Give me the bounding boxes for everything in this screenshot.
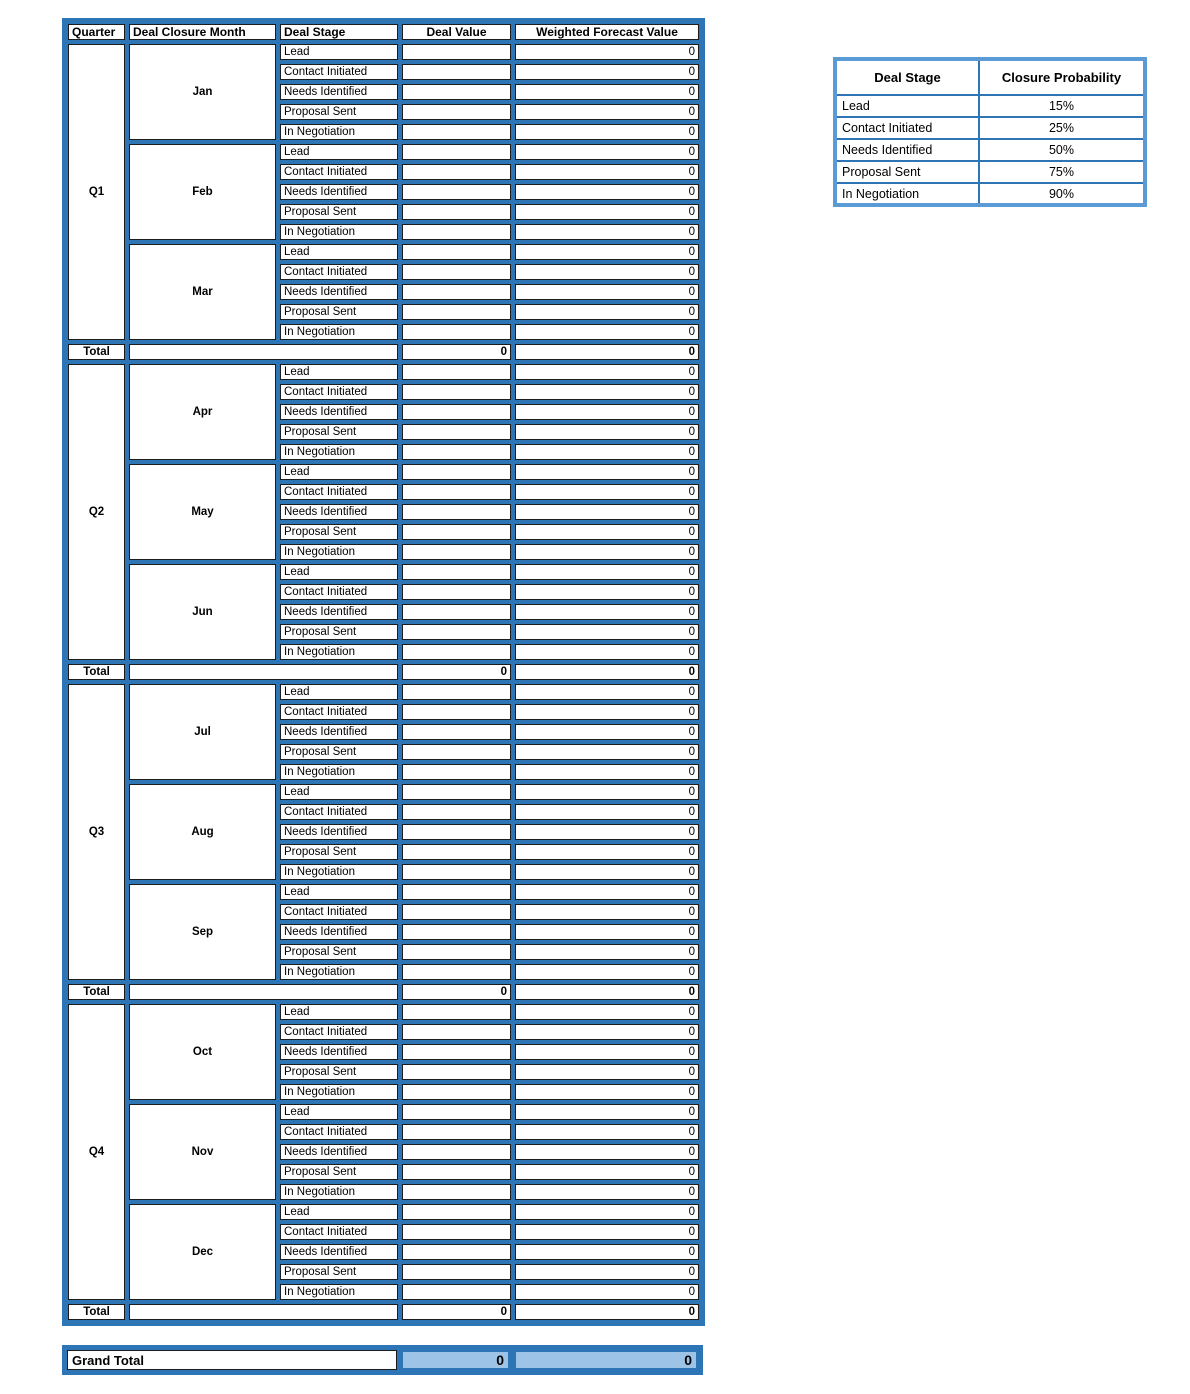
deal-value-cell[interactable] [402,204,511,220]
deal-value-cell[interactable] [402,704,511,720]
probability-row [835,95,1145,117]
weighted-value-cell: 0 [515,384,699,400]
stage-cell: Contact Initiated [280,804,398,820]
deal-value-cell[interactable] [402,1124,511,1140]
probability-row [835,117,1145,139]
deal-value-cell[interactable] [402,464,511,480]
weighted-value-cell: 0 [515,564,699,580]
stage-cell: Lead [280,564,398,580]
deal-value-cell[interactable] [402,1104,511,1120]
probability-value-cell: 50% [979,139,1145,161]
header-deal-value: Deal Value [402,24,511,40]
stage-cell: Contact Initiated [280,1024,398,1040]
stage-cell: Needs Identified [280,404,398,420]
deal-value-cell[interactable] [402,484,511,500]
deal-value-cell[interactable] [402,584,511,600]
total-deal-value-cell: 0 [402,664,511,680]
closure-probability-table [833,57,1147,207]
weighted-value-cell: 0 [515,244,699,260]
total-label: Total [68,344,125,360]
deal-value-cell[interactable] [402,1164,511,1180]
header-row [68,24,699,40]
deal-value-cell[interactable] [402,844,511,860]
weighted-value-cell: 0 [515,684,699,700]
weighted-value-cell: 0 [515,784,699,800]
weighted-value-cell: 0 [515,424,699,440]
probability-value-cell: 90% [979,183,1145,205]
stage-cell: Proposal Sent [280,1264,398,1280]
stage-row [68,464,699,480]
deal-value-cell[interactable] [402,644,511,660]
weighted-value-cell: 0 [515,1004,699,1020]
quarter-cell: Q4 [68,1004,125,1300]
weighted-value-cell: 0 [515,224,699,240]
stage-row [68,144,699,160]
total-row [68,1304,699,1320]
weighted-value-cell: 0 [515,1164,699,1180]
deal-value-cell[interactable] [402,164,511,180]
stage-cell: Proposal Sent [280,844,398,860]
deal-value-cell[interactable] [402,364,511,380]
weighted-value-cell: 0 [515,744,699,760]
weighted-value-cell: 0 [515,1284,699,1300]
weighted-value-cell: 0 [515,304,699,320]
total-spacer-cell [129,344,398,360]
stage-cell: Contact Initiated [280,264,398,280]
deal-value-cell[interactable] [402,824,511,840]
probability-header-closure-probability: Closure Probability [979,59,1145,95]
quarter-cell: Q2 [68,364,125,660]
weighted-value-cell: 0 [515,1024,699,1040]
stage-cell: Proposal Sent [280,104,398,120]
deal-value-cell[interactable] [402,1004,511,1020]
total-row [68,344,699,360]
stage-row [68,784,699,800]
probability-header-deal-stage: Deal Stage [835,59,979,95]
deal-value-cell[interactable] [402,444,511,460]
stage-cell: Lead [280,784,398,800]
deal-value-cell[interactable] [402,84,511,100]
total-spacer-cell [129,984,398,1000]
stage-cell: Proposal Sent [280,1164,398,1180]
deal-value-cell[interactable] [402,384,511,400]
deal-value-cell[interactable] [402,604,511,620]
deal-value-cell[interactable] [402,624,511,640]
total-weighted-value-cell: 0 [515,1304,699,1320]
weighted-value-cell: 0 [515,844,699,860]
stage-cell: Lead [280,144,398,160]
weighted-value-cell: 0 [515,924,699,940]
deal-value-cell[interactable] [402,424,511,440]
stage-cell: Lead [280,1104,398,1120]
month-cell: Apr [129,364,276,460]
stage-cell: Needs Identified [280,284,398,300]
probability-stage-cell: Needs Identified [835,139,979,161]
weighted-value-cell: 0 [515,884,699,900]
weighted-value-cell: 0 [515,1204,699,1220]
stage-cell: Needs Identified [280,724,398,740]
stage-cell: Needs Identified [280,184,398,200]
month-cell: May [129,464,276,560]
deal-value-cell[interactable] [402,944,511,960]
weighted-value-cell: 0 [515,184,699,200]
header-quarter: Quarter [68,24,125,40]
month-cell: Aug [129,784,276,880]
header-weighted-forecast-value: Weighted Forecast Value [515,24,699,40]
weighted-value-cell: 0 [515,824,699,840]
weighted-value-cell: 0 [515,104,699,120]
stage-row [68,44,699,60]
weighted-value-cell: 0 [515,164,699,180]
probability-row [835,183,1145,205]
stage-cell: In Negotiation [280,1084,398,1100]
header-deal-stage: Deal Stage [280,24,398,40]
weighted-value-cell: 0 [515,464,699,480]
deal-value-cell[interactable] [402,784,511,800]
stage-cell: Proposal Sent [280,944,398,960]
total-weighted-value-cell: 0 [515,984,699,1000]
probability-row [835,139,1145,161]
total-deal-value-cell: 0 [402,344,511,360]
stage-cell: In Negotiation [280,324,398,340]
stage-cell: Lead [280,1204,398,1220]
stage-cell: Lead [280,684,398,700]
weighted-value-cell: 0 [515,364,699,380]
total-deal-value-cell: 0 [402,1304,511,1320]
deal-value-cell[interactable] [402,1184,511,1200]
stage-cell: Lead [280,44,398,60]
deal-value-cell[interactable] [402,884,511,900]
grand-total-table [62,1345,703,1375]
stage-cell: Contact Initiated [280,64,398,80]
weighted-value-cell: 0 [515,864,699,880]
stage-cell: In Negotiation [280,544,398,560]
probability-stage-cell: Lead [835,95,979,117]
weighted-value-cell: 0 [515,964,699,980]
stage-row [68,684,699,700]
deal-value-cell[interactable] [402,1044,511,1060]
probability-value-cell: 25% [979,117,1145,139]
weighted-value-cell: 0 [515,584,699,600]
weighted-value-cell: 0 [515,1184,699,1200]
deal-value-cell[interactable] [402,684,511,700]
stage-row [68,1104,699,1120]
stage-cell: Contact Initiated [280,164,398,180]
probability-stage-cell: Contact Initiated [835,117,979,139]
stage-row [68,1004,699,1020]
weighted-value-cell: 0 [515,724,699,740]
stage-cell: Contact Initiated [280,1224,398,1240]
deal-value-cell[interactable] [402,224,511,240]
deal-value-cell[interactable] [402,1084,511,1100]
stage-cell: Proposal Sent [280,1064,398,1080]
weighted-value-cell: 0 [515,1084,699,1100]
quarter-cell: Q1 [68,44,125,340]
month-cell: Nov [129,1104,276,1200]
weighted-value-cell: 0 [515,544,699,560]
deal-value-cell[interactable] [402,744,511,760]
deal-value-cell[interactable] [402,804,511,820]
stage-cell: Contact Initiated [280,904,398,920]
deal-value-cell[interactable] [402,504,511,520]
weighted-value-cell: 0 [515,264,699,280]
weighted-value-cell: 0 [515,204,699,220]
total-deal-value-cell: 0 [402,984,511,1000]
weighted-value-cell: 0 [515,44,699,60]
probability-header-row [835,59,1145,95]
stage-cell: In Negotiation [280,764,398,780]
deal-value-cell[interactable] [402,184,511,200]
weighted-value-cell: 0 [515,1104,699,1120]
weighted-value-cell: 0 [515,644,699,660]
stage-cell: Needs Identified [280,924,398,940]
deal-value-cell[interactable] [402,1064,511,1080]
deal-value-cell[interactable] [402,1224,511,1240]
stage-cell: In Negotiation [280,644,398,660]
deal-value-cell[interactable] [402,44,511,60]
month-cell: Sep [129,884,276,980]
total-weighted-value-cell: 0 [515,344,699,360]
stage-row [68,244,699,260]
deal-value-cell[interactable] [402,1024,511,1040]
deal-value-cell[interactable] [402,1204,511,1220]
month-cell: Mar [129,244,276,340]
probability-value-cell: 75% [979,161,1145,183]
month-cell: Jun [129,564,276,660]
stage-cell: Contact Initiated [280,584,398,600]
weighted-value-cell: 0 [515,324,699,340]
weighted-value-cell: 0 [515,764,699,780]
deal-value-cell[interactable] [402,544,511,560]
total-label: Total [68,1304,125,1320]
weighted-value-cell: 0 [515,804,699,820]
stage-cell: Lead [280,244,398,260]
deal-value-cell[interactable] [402,144,511,160]
stage-cell: Contact Initiated [280,1124,398,1140]
stage-row [68,1204,699,1220]
deal-value-cell[interactable] [402,304,511,320]
stage-cell: Lead [280,464,398,480]
total-row [68,664,699,680]
stage-cell: Needs Identified [280,1244,398,1260]
deal-value-cell[interactable] [402,1244,511,1260]
weighted-value-cell: 0 [515,1224,699,1240]
stage-cell: Needs Identified [280,1044,398,1060]
quarter-cell: Q3 [68,684,125,980]
weighted-value-cell: 0 [515,704,699,720]
deal-value-cell[interactable] [402,864,511,880]
stage-cell: Contact Initiated [280,384,398,400]
stage-cell: Needs Identified [280,504,398,520]
stage-cell: Needs Identified [280,604,398,620]
deal-value-cell[interactable] [402,404,511,420]
deal-value-cell[interactable] [402,1284,511,1300]
month-cell: Jan [129,44,276,140]
deal-value-cell[interactable] [402,724,511,740]
deal-value-cell[interactable] [402,904,511,920]
deal-value-cell[interactable] [402,764,511,780]
header-deal-closure-month: Deal Closure Month [129,24,276,40]
grand-total-weighted-value-cell: 0 [514,1350,698,1370]
probability-row [835,161,1145,183]
stage-cell: In Negotiation [280,864,398,880]
stage-cell: In Negotiation [280,964,398,980]
stage-cell: In Negotiation [280,444,398,460]
month-cell: Jul [129,684,276,780]
weighted-value-cell: 0 [515,504,699,520]
deal-value-cell[interactable] [402,524,511,540]
month-cell: Dec [129,1204,276,1300]
stage-cell: Contact Initiated [280,704,398,720]
stage-cell: Lead [280,364,398,380]
deal-value-cell[interactable] [402,264,511,280]
probability-value-cell: 15% [979,95,1145,117]
weighted-value-cell: 0 [515,144,699,160]
weighted-value-cell: 0 [515,1264,699,1280]
stage-cell: Lead [280,1004,398,1020]
stage-cell: Proposal Sent [280,304,398,320]
stage-cell: Proposal Sent [280,524,398,540]
weighted-value-cell: 0 [515,484,699,500]
probability-stage-cell: In Negotiation [835,183,979,205]
grand-total-row [67,1350,698,1370]
deal-value-cell[interactable] [402,924,511,940]
stage-cell: In Negotiation [280,124,398,140]
probability-stage-cell: Proposal Sent [835,161,979,183]
weighted-value-cell: 0 [515,1064,699,1080]
weighted-value-cell: 0 [515,604,699,620]
weighted-value-cell: 0 [515,1044,699,1060]
stage-cell: Needs Identified [280,84,398,100]
weighted-value-cell: 0 [515,1144,699,1160]
weighted-value-cell: 0 [515,944,699,960]
total-label: Total [68,984,125,1000]
stage-cell: Proposal Sent [280,204,398,220]
stage-cell: Lead [280,884,398,900]
stage-cell: Needs Identified [280,824,398,840]
stage-row [68,564,699,580]
grand-total-deal-value-cell: 0 [401,1350,510,1370]
stage-cell: Proposal Sent [280,424,398,440]
weighted-value-cell: 0 [515,404,699,420]
month-cell: Feb [129,144,276,240]
stage-cell: Needs Identified [280,1144,398,1160]
month-cell: Oct [129,1004,276,1100]
weighted-value-cell: 0 [515,284,699,300]
weighted-value-cell: 0 [515,1124,699,1140]
deal-value-cell[interactable] [402,564,511,580]
total-spacer-cell [129,1304,398,1320]
weighted-value-cell: 0 [515,64,699,80]
deal-value-cell[interactable] [402,324,511,340]
grand-total-label: Grand Total [67,1350,397,1370]
stage-row [68,364,699,380]
weighted-value-cell: 0 [515,524,699,540]
deal-value-cell[interactable] [402,124,511,140]
forecast-table [62,18,705,1326]
weighted-value-cell: 0 [515,1244,699,1260]
weighted-value-cell: 0 [515,904,699,920]
weighted-value-cell: 0 [515,124,699,140]
deal-value-cell[interactable] [402,964,511,980]
total-weighted-value-cell: 0 [515,664,699,680]
deal-value-cell[interactable] [402,1264,511,1280]
stage-cell: Contact Initiated [280,484,398,500]
weighted-value-cell: 0 [515,444,699,460]
deal-value-cell[interactable] [402,284,511,300]
deal-value-cell[interactable] [402,1144,511,1160]
stage-row [68,884,699,900]
deal-value-cell[interactable] [402,104,511,120]
stage-cell: In Negotiation [280,1284,398,1300]
stage-cell: Proposal Sent [280,744,398,760]
total-spacer-cell [129,664,398,680]
weighted-value-cell: 0 [515,84,699,100]
stage-cell: In Negotiation [280,1184,398,1200]
stage-cell: Proposal Sent [280,624,398,640]
total-row [68,984,699,1000]
weighted-value-cell: 0 [515,624,699,640]
deal-value-cell[interactable] [402,244,511,260]
total-label: Total [68,664,125,680]
stage-cell: In Negotiation [280,224,398,240]
deal-value-cell[interactable] [402,64,511,80]
